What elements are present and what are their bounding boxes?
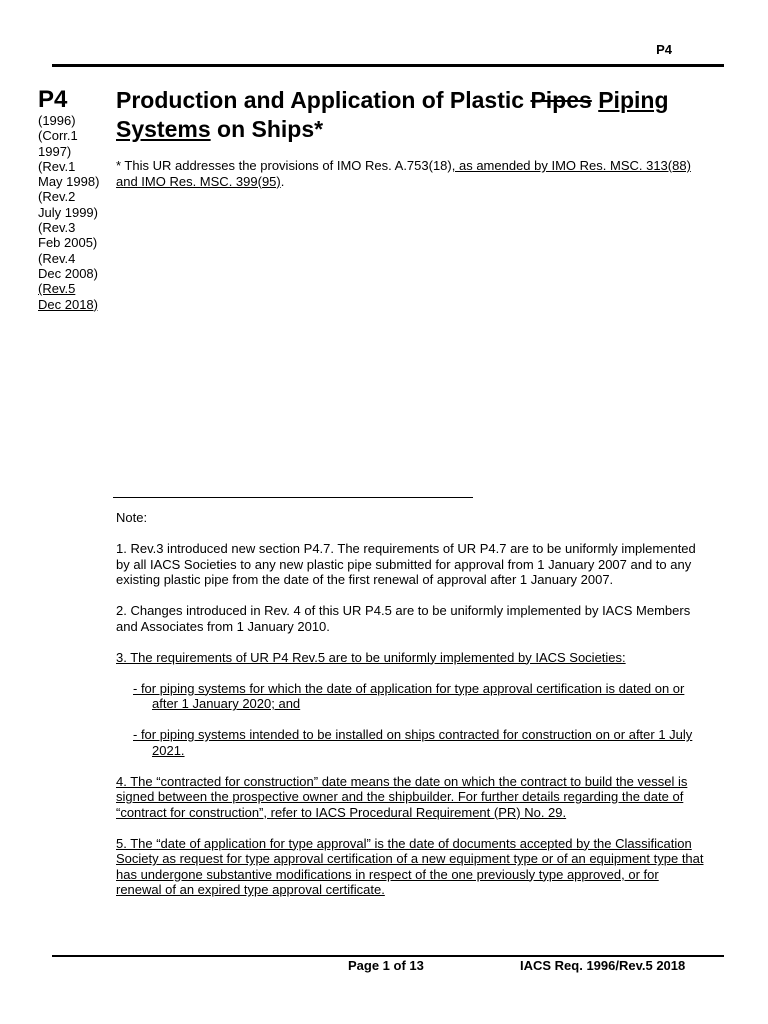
footer-rule — [52, 955, 724, 957]
title-inserted-text: Piping Systems — [116, 87, 669, 142]
title-part1: Production and Application of Plastic — [116, 87, 531, 113]
sidebar-code: P4 — [38, 86, 68, 113]
notes-section — [116, 510, 706, 913]
header-rule — [52, 64, 724, 67]
footnote-end: . — [280, 173, 285, 189]
revision-entry: Feb 2005) — [38, 235, 98, 251]
revision-history — [38, 113, 108, 312]
revision-entry: (Rev.2 — [38, 189, 76, 205]
header-code: P4 — [656, 42, 672, 57]
document-reference: IACS Req. 1996/Rev.5 2018 — [520, 958, 686, 973]
page-number: Page 1 of 13 — [348, 958, 424, 973]
revision-entry: Dec 2018) — [38, 296, 98, 312]
revision-entry: May 1998) — [38, 174, 100, 190]
revision-entry: (1996) — [38, 113, 76, 128]
revision-entry: (Rev.5 — [38, 281, 76, 297]
revision-entry: July 1999) — [38, 204, 98, 220]
title-deleted-text: Pipes — [530, 87, 592, 113]
revision-entry: Dec 2008) — [38, 265, 98, 281]
footnote-amendment: , as amended by IMO Res. MSC. 313(88) and IMO Res. MSC. 399(95) — [116, 158, 691, 189]
revision-entry: (Corr.1 — [38, 128, 78, 144]
notes-heading: Note: — [116, 510, 148, 525]
note-separator — [113, 497, 473, 498]
note-3: 3. The requirements of UR P4 Rev.5 are to be uniformly implemented by IACS Societies: — [116, 649, 626, 665]
revision-entry: (Rev.1 — [38, 158, 76, 174]
revision-entry: 1997) — [38, 143, 72, 159]
title-part2: on Ships* — [210, 116, 324, 142]
note-3-item-b: - for piping systems intended to be installed on ships contracted for construction on or after 1 July 2021. — [133, 727, 693, 758]
note-5: 5. The “date of application for type approval” is the date of documents accepted by the Classification Society as request for type approval certification of a new equipment type or of an equipment type that has undergone substantive modifications in respect of the one previously type approved, or for renewal of an expired type approval certificate. — [116, 835, 704, 897]
note-3-item-a: - for piping systems for which the date of application for type approval certification is dated on or after 1 January 2020; and — [133, 680, 685, 711]
revision-entry: (Rev.3 — [38, 220, 76, 236]
note-2: 2. Changes introduced in Rev. 4 of this UR P4.5 are to be uniformly implemented by IACS Members and Associates from 1 January 2010. — [116, 603, 691, 634]
title-footnote — [116, 158, 716, 189]
note-4: 4. The “contracted for construction” date means the date on which the contract to build the vessel is signed between the prospective owner and the shipbuilder. For further details regarding the date of “contract for construction”, refer to IACS Procedural Requirement (PR) No. 29. — [116, 773, 688, 820]
footnote-text: * This UR addresses the provisions of IMO Res. A.753(18) — [116, 158, 452, 173]
revision-entry: (Rev.4 — [38, 250, 76, 266]
document-title — [116, 86, 716, 144]
note-1: 1. Rev.3 introduced new section P4.7. The requirements of UR P4.7 are to be uniformly implemented by all IACS Societies to any new plastic pipe submitted for approval from 1 January 2007 and to any existing plastic pipe from the date of the first renewal of approval after 1 January 2007. — [116, 541, 696, 587]
